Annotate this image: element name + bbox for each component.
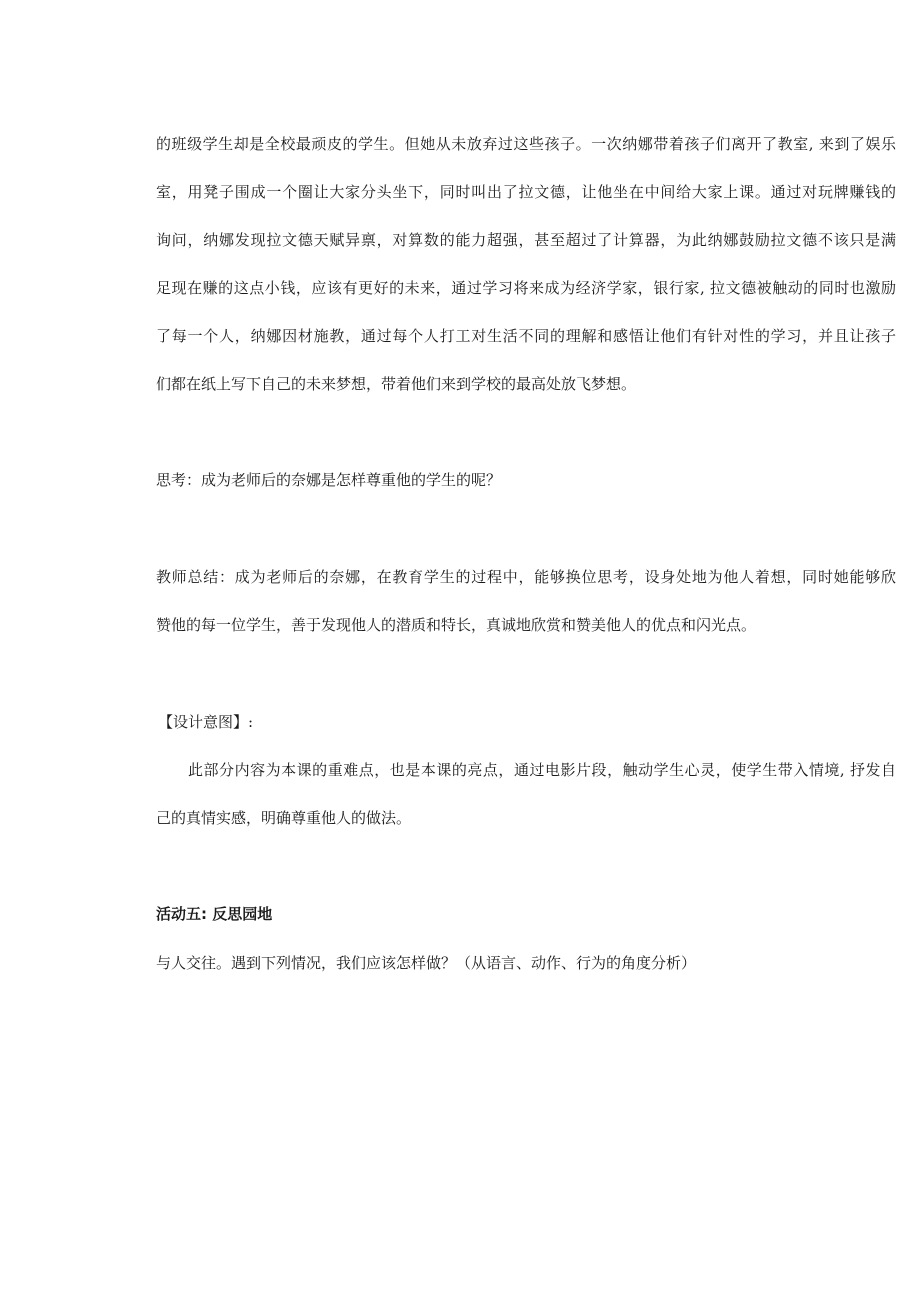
story-line-2: 室，用凳子围成一个圈让大家分头坐下，同时叫出了拉文德，让他坐在中间给大家上课。通过对玩牌赚钱的 — [156, 183, 896, 201]
question-text: 思考：成为老师后的奈娜是怎样尊重他的学生的呢？ — [156, 471, 502, 489]
story-line-6: 们都在纸上写下自己的未来梦想，带着他们来到学校的最高处放飞梦想。 — [156, 375, 637, 393]
story-line-4: 足现在赚的这点小钱，应该有更好的未来，通过学习将来成为经济学家，银行家, 拉文德被触动的同时也激励 — [156, 279, 896, 297]
story-line-1: 的班级学生却是全校最顽皮的学生。但她从未放弃过这些孩子。一次纳娜带着孩子们离开了教室, 来到了娱乐 — [156, 135, 896, 153]
design-intent-line-2: 己的真情实感，明确尊重他人的做法。 — [156, 809, 412, 827]
design-intent-label: 【设计意图】: — [158, 713, 254, 731]
summary-line-1: 教师总结：成为老师后的奈娜，在教育学生的过程中，能够换位思考，设身处地为他人着想，同时她能够欣 — [156, 568, 896, 586]
story-line-5: 了每一个人，纳娜因材施教，通过每个人打工对生活不同的理解和感悟让他们有针对性的学习，并且让孩子 — [156, 327, 896, 345]
activity-five-title: 活动五: 反思园地 — [156, 905, 273, 923]
story-line-3: 询问，纳娜发现拉文德天赋异禀，对算数的能力超强，甚至超过了计算器，为此纳娜鼓励拉文德不该只是满 — [156, 231, 896, 249]
activity-five-prompt: 与人交往。遇到下列情况，我们应该怎样做？（从语言、动作、行为的角度分析） — [156, 954, 697, 972]
summary-line-2: 赞他的每一位学生，善于发现他人的潜质和特长，真诚地欣赏和赞美他人的优点和闪光点。 — [156, 616, 757, 634]
design-intent-line-1: 此部分内容为本课的重难点，也是本课的亮点，通过电影片段，触动学生心灵，使学生带入情境, 抒发自 — [188, 761, 896, 779]
